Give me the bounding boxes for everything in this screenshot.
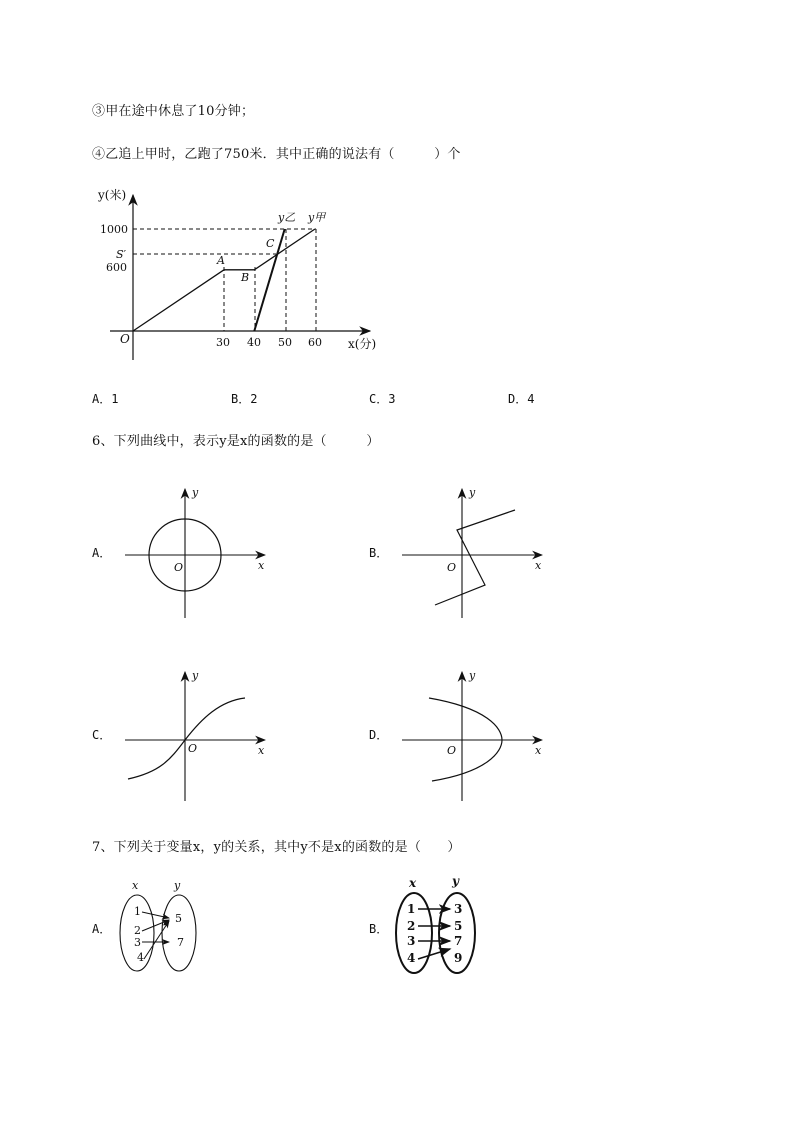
dashed-guides bbox=[133, 229, 316, 331]
svg-text:O: O bbox=[447, 744, 457, 757]
q6-graph-a-circle[interactable] bbox=[120, 485, 270, 620]
svg-text:O: O bbox=[174, 561, 184, 574]
q5-option-b[interactable]: B．2 bbox=[231, 392, 258, 406]
svg-text:5: 5 bbox=[175, 912, 182, 925]
line-yi-label: y乙 bbox=[278, 211, 296, 224]
svg-text:1: 1 bbox=[134, 905, 141, 918]
svg-text:3: 3 bbox=[407, 934, 416, 948]
x-tick-60: 60 bbox=[308, 336, 322, 349]
q6-graph-d-parabola[interactable] bbox=[397, 668, 547, 803]
svg-text:1: 1 bbox=[407, 902, 416, 916]
q6-graph-b-zigzag[interactable] bbox=[397, 485, 547, 620]
svg-text:3: 3 bbox=[134, 936, 141, 949]
svg-text:5: 5 bbox=[454, 919, 463, 933]
x-tick-30: 30 bbox=[216, 336, 230, 349]
q6-label-c[interactable]: C． bbox=[92, 728, 112, 742]
y-tick-600: 600 bbox=[106, 261, 127, 274]
svg-text:9: 9 bbox=[454, 951, 463, 965]
svg-text:x: x bbox=[258, 559, 265, 572]
origin-label: O bbox=[120, 332, 130, 346]
svg-text:y: y bbox=[174, 879, 181, 892]
x-tick-50: 50 bbox=[278, 336, 292, 349]
y-tick-s: S′ bbox=[116, 248, 127, 261]
point-c-label: C bbox=[266, 237, 275, 250]
q5-option-a[interactable]: A．1 bbox=[92, 392, 119, 406]
svg-text:3: 3 bbox=[454, 902, 463, 916]
svg-text:x: x bbox=[258, 744, 265, 757]
svg-text:y: y bbox=[469, 486, 476, 499]
svg-text:x: x bbox=[535, 559, 542, 572]
q7-mapping-a[interactable] bbox=[115, 875, 205, 975]
svg-text:x: x bbox=[535, 744, 542, 757]
svg-text:2: 2 bbox=[407, 919, 416, 933]
svg-text:2: 2 bbox=[134, 924, 141, 937]
point-b-label: B bbox=[241, 271, 250, 284]
q5-option-c[interactable]: C．3 bbox=[369, 392, 396, 406]
distance-time-graph bbox=[90, 185, 390, 360]
svg-text:O: O bbox=[188, 742, 198, 755]
statement-3: ③甲在途中休息了10分钟； bbox=[92, 104, 255, 119]
q6-label-b[interactable]: B． bbox=[369, 546, 389, 560]
svg-text:y: y bbox=[452, 874, 459, 888]
q7-mapping-b[interactable] bbox=[392, 873, 487, 978]
svg-text:7: 7 bbox=[454, 934, 463, 948]
q7-label-b[interactable]: B． bbox=[369, 922, 389, 936]
q7-stem: 7、下列关于变量x，y的关系，其中y不是x的函数的是（ ） bbox=[92, 840, 461, 855]
q6-label-a[interactable]: A． bbox=[92, 546, 112, 560]
q5-option-d[interactable]: D．4 bbox=[508, 392, 535, 406]
series-line-jia bbox=[133, 229, 315, 331]
y-axis-label: y(米) bbox=[98, 188, 127, 202]
q6-stem: 6、下列曲线中，表示y是x的函数的是（ ） bbox=[92, 434, 380, 449]
svg-text:y: y bbox=[192, 486, 199, 499]
point-a-label: A bbox=[217, 254, 225, 267]
y-tick-1000: 1000 bbox=[100, 223, 128, 236]
q6-label-d[interactable]: D． bbox=[369, 728, 389, 742]
x-tick-40: 40 bbox=[247, 336, 261, 349]
svg-text:O: O bbox=[447, 561, 457, 574]
svg-text:y: y bbox=[192, 669, 199, 682]
svg-text:7: 7 bbox=[177, 936, 184, 949]
svg-text:4: 4 bbox=[137, 951, 144, 964]
q7-label-a[interactable]: A． bbox=[92, 922, 112, 936]
x-axis-label: x(分) bbox=[348, 337, 377, 351]
statement-4: ④乙追上甲时，乙跑了750米．其中正确的说法有（ ）个 bbox=[92, 147, 461, 162]
svg-text:x: x bbox=[409, 876, 417, 890]
svg-text:x: x bbox=[132, 879, 139, 892]
q6-graph-c-s-curve[interactable] bbox=[120, 668, 270, 803]
svg-text:4: 4 bbox=[407, 951, 416, 965]
svg-text:y: y bbox=[469, 669, 476, 682]
line-jia-label: y甲 bbox=[308, 211, 326, 224]
